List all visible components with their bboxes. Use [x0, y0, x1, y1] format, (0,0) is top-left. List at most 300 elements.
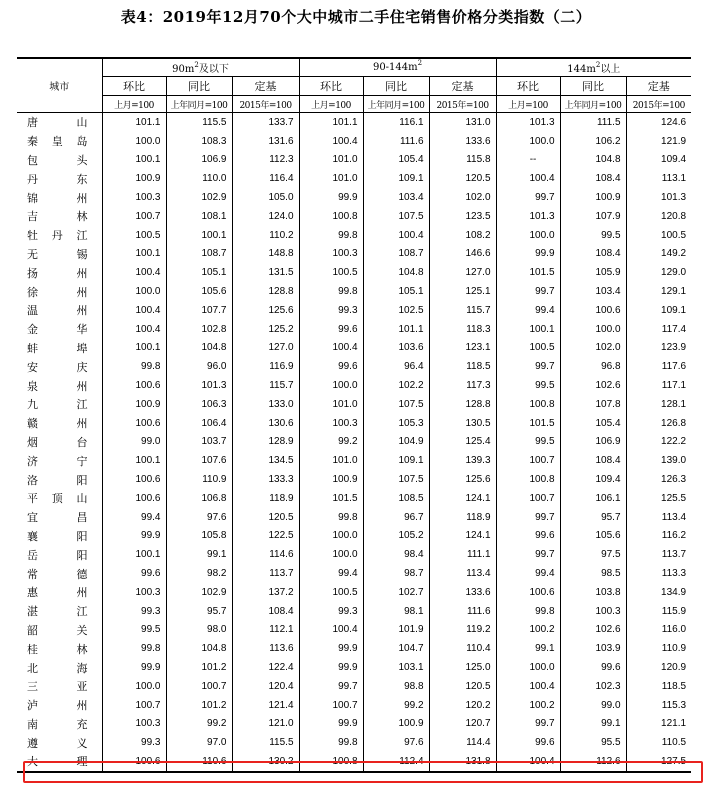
- index-cell: 113.1: [626, 169, 691, 188]
- index-cell: 110.9: [166, 470, 232, 489]
- index-cell: 100.6: [102, 489, 166, 508]
- index-cell: 128.8: [429, 395, 496, 414]
- base-label: 上月=100: [299, 96, 363, 113]
- index-cell: 96.0: [166, 357, 232, 376]
- city-cell: 吉林: [27, 210, 88, 224]
- index-cell: 103.9: [560, 639, 626, 658]
- index-cell: 124.6: [626, 113, 691, 132]
- index-cell: 105.6: [560, 527, 626, 546]
- index-cell: 100.6: [496, 583, 560, 602]
- index-cell: 97.6: [363, 733, 429, 752]
- index-cell: 97.5: [560, 545, 626, 564]
- index-cell: 128.8: [232, 282, 299, 301]
- index-cell: 103.7: [166, 433, 232, 452]
- index-cell: 100.7: [496, 489, 560, 508]
- index-cell: 99.7: [496, 357, 560, 376]
- base-label: 上月=100: [496, 96, 560, 113]
- index-cell: 101.0: [299, 151, 363, 170]
- index-cell: 102.3: [560, 677, 626, 696]
- index-cell: 113.3: [626, 564, 691, 583]
- table-row: [17, 433, 691, 452]
- index-cell: 122.4: [232, 658, 299, 677]
- table-row: [17, 395, 691, 414]
- index-cell: 100.7: [102, 696, 166, 715]
- index-cell: 100.5: [626, 226, 691, 245]
- index-cell: 100.2: [496, 696, 560, 715]
- city-cell: 温州: [27, 304, 88, 318]
- index-cell: 101.9: [363, 621, 429, 640]
- index-cell: 112.4: [363, 752, 429, 772]
- index-cell: 107.5: [363, 395, 429, 414]
- index-cell: 100.1: [102, 545, 166, 564]
- index-cell: 102.9: [166, 188, 232, 207]
- index-cell: 99.3: [299, 301, 363, 320]
- index-cell: 116.2: [626, 527, 691, 546]
- city-cell: 遵义: [27, 736, 88, 750]
- index-cell: 109.4: [626, 151, 691, 170]
- table-row: [17, 470, 691, 489]
- city-cell: 徐州: [27, 285, 88, 299]
- city-cell: 无锡: [27, 247, 88, 261]
- table-row: [17, 263, 691, 282]
- index-cell: 100.0: [102, 677, 166, 696]
- index-cell: 101.5: [496, 263, 560, 282]
- index-cell: 99.8: [299, 733, 363, 752]
- index-cell: 133.0: [232, 395, 299, 414]
- index-cell: 101.3: [496, 113, 560, 132]
- base-label: 上年同月=100: [363, 96, 429, 113]
- index-cell: 108.3: [166, 132, 232, 151]
- index-cell: 101.3: [626, 188, 691, 207]
- index-cell: 127.0: [429, 263, 496, 282]
- city-cell: 泉州: [27, 379, 88, 393]
- index-cell: 110.9: [626, 639, 691, 658]
- index-cell: 100.1: [102, 151, 166, 170]
- table-row: [17, 226, 691, 245]
- index-cell: 149.2: [626, 245, 691, 264]
- index-cell: 99.2: [166, 715, 232, 734]
- index-cell: 100.3: [102, 188, 166, 207]
- index-cell: 104.8: [560, 151, 626, 170]
- index-cell: 120.2: [429, 696, 496, 715]
- index-cell: 104.8: [166, 639, 232, 658]
- index-cell: 110.4: [429, 639, 496, 658]
- index-cell: 133.6: [429, 132, 496, 151]
- index-cell: 100.5: [102, 226, 166, 245]
- subheader-mom: 环比: [102, 77, 166, 96]
- index-cell: 100.5: [299, 263, 363, 282]
- index-cell: 100.0: [299, 376, 363, 395]
- index-cell: 98.5: [560, 564, 626, 583]
- index-cell: 100.8: [496, 395, 560, 414]
- table-header: [17, 58, 691, 113]
- index-cell: 133.7: [232, 113, 299, 132]
- index-cell: 100.3: [299, 414, 363, 433]
- city-cell: 包头: [27, 153, 88, 167]
- index-cell: 121.1: [626, 715, 691, 734]
- city-cell: 九江: [27, 398, 88, 412]
- group-header-90-and-below: $90m^2$及以下: [102, 58, 299, 77]
- index-cell: 105.1: [363, 282, 429, 301]
- index-cell: 100.0: [102, 282, 166, 301]
- index-cell: 99.3: [299, 602, 363, 621]
- index-cell: 117.6: [626, 357, 691, 376]
- index-cell: 137.2: [232, 583, 299, 602]
- index-cell: 100.4: [299, 132, 363, 151]
- city-cell: 常德: [27, 567, 88, 581]
- price-index-table: [17, 57, 691, 773]
- index-cell: 99.6: [496, 527, 560, 546]
- index-cell: 115.9: [626, 602, 691, 621]
- index-cell: 99.9: [102, 527, 166, 546]
- index-cell: 98.7: [363, 564, 429, 583]
- index-cell: 100.3: [560, 602, 626, 621]
- index-cell: 100.3: [102, 715, 166, 734]
- index-cell: 109.1: [626, 301, 691, 320]
- index-cell: 116.9: [232, 357, 299, 376]
- index-cell: 100.9: [363, 715, 429, 734]
- index-cell: 99.2: [363, 696, 429, 715]
- index-cell: 101.1: [363, 320, 429, 339]
- index-cell: 99.5: [496, 433, 560, 452]
- index-cell: 99.9: [496, 245, 560, 264]
- index-cell: 99.5: [560, 226, 626, 245]
- index-cell: 131.5: [232, 263, 299, 282]
- index-cell: 103.1: [363, 658, 429, 677]
- index-cell: 125.2: [232, 320, 299, 339]
- index-cell: 100.0: [560, 320, 626, 339]
- index-cell: 101.0: [299, 395, 363, 414]
- table-row: [17, 376, 691, 395]
- index-cell: 105.6: [166, 282, 232, 301]
- index-cell: 97.6: [166, 508, 232, 527]
- index-cell: 115.5: [166, 113, 232, 132]
- index-cell: 124.1: [429, 489, 496, 508]
- index-cell: 100.7: [299, 696, 363, 715]
- index-cell: 118.9: [232, 489, 299, 508]
- index-cell: 120.9: [626, 658, 691, 677]
- index-cell: 113.4: [429, 564, 496, 583]
- index-cell: 96.4: [363, 357, 429, 376]
- table-row: [17, 301, 691, 320]
- index-cell: 123.9: [626, 339, 691, 358]
- base-label: 2015年=100: [232, 96, 299, 113]
- index-cell: 104.7: [363, 639, 429, 658]
- index-cell: 96.8: [560, 357, 626, 376]
- table-row: [17, 527, 691, 546]
- subheader-yoy: 同比: [560, 77, 626, 96]
- table-row: [17, 733, 691, 752]
- base-label: 上年同月=100: [560, 96, 626, 113]
- table-row: [17, 451, 691, 470]
- index-cell: 108.4: [560, 245, 626, 264]
- index-cell: 113.6: [232, 639, 299, 658]
- index-cell: 100.7: [102, 207, 166, 226]
- index-cell: 99.0: [102, 433, 166, 452]
- index-cell: 109.1: [363, 451, 429, 470]
- table-row: [17, 245, 691, 264]
- index-cell: 100.3: [102, 583, 166, 602]
- subheader-fixed-base: 定基: [429, 77, 496, 96]
- index-cell: 108.4: [560, 169, 626, 188]
- index-cell: 108.4: [232, 602, 299, 621]
- index-cell: 100.0: [299, 527, 363, 546]
- index-cell: 100.6: [560, 301, 626, 320]
- index-cell: 102.2: [363, 376, 429, 395]
- index-cell: 100.1: [102, 451, 166, 470]
- index-cell: 101.2: [166, 696, 232, 715]
- index-cell: 102.0: [560, 339, 626, 358]
- index-cell: 118.5: [429, 357, 496, 376]
- index-cell: 101.5: [299, 489, 363, 508]
- index-cell: 121.9: [626, 132, 691, 151]
- index-cell: 99.4: [102, 508, 166, 527]
- city-cell: 安庆: [27, 360, 88, 374]
- index-cell: 100.0: [102, 132, 166, 151]
- index-cell: 126.8: [626, 414, 691, 433]
- city-cell: 宜昌: [27, 511, 88, 525]
- table-row: [17, 658, 691, 677]
- index-cell: 99.7: [496, 188, 560, 207]
- index-cell: 111.5: [560, 113, 626, 132]
- page-title: 表4：2019年12月70个大中城市二手住宅销售价格分类指数（二）: [120, 8, 592, 26]
- index-cell: 139.3: [429, 451, 496, 470]
- index-cell: 99.6: [299, 320, 363, 339]
- city-cell: 岳阳: [27, 548, 88, 562]
- base-label: 2015年=100: [429, 96, 496, 113]
- index-cell: 100.4: [496, 169, 560, 188]
- city-cell: 赣州: [27, 417, 88, 431]
- index-cell: 121.0: [232, 715, 299, 734]
- index-cell: 131.0: [429, 113, 496, 132]
- index-cell: 130.2: [232, 752, 299, 772]
- group-header-144-above: $144m^2$以上: [496, 58, 691, 77]
- table-row: [17, 414, 691, 433]
- index-cell: 123.5: [429, 207, 496, 226]
- index-cell: 116.0: [626, 621, 691, 640]
- city-cell: 三亚: [27, 680, 88, 694]
- index-cell: 148.8: [232, 245, 299, 264]
- index-cell: 118.5: [626, 677, 691, 696]
- index-cell: 101.3: [496, 207, 560, 226]
- index-cell: 131.8: [429, 752, 496, 772]
- index-cell: 113.4: [626, 508, 691, 527]
- table-row: [17, 545, 691, 564]
- city-column-header: 城市: [17, 58, 102, 113]
- index-cell: 99.8: [299, 226, 363, 245]
- index-cell: 99.9: [299, 715, 363, 734]
- table-row: [17, 132, 691, 151]
- index-cell: 125.0: [429, 658, 496, 677]
- index-cell: 102.6: [560, 621, 626, 640]
- index-cell: 98.8: [363, 677, 429, 696]
- index-cell: 100.4: [363, 226, 429, 245]
- index-cell: 100.4: [102, 263, 166, 282]
- index-cell: 104.8: [363, 263, 429, 282]
- index-cell: 105.8: [166, 527, 232, 546]
- index-cell: 99.1: [560, 715, 626, 734]
- index-cell: 99.5: [496, 376, 560, 395]
- table-row: [17, 583, 691, 602]
- index-cell: 112.6: [560, 752, 626, 772]
- index-cell: 100.0: [496, 226, 560, 245]
- index-cell: 115.7: [429, 301, 496, 320]
- subheader-fixed-base: 定基: [626, 77, 691, 96]
- table-body: [17, 113, 691, 772]
- index-cell: 100.8: [496, 470, 560, 489]
- index-cell: 119.2: [429, 621, 496, 640]
- index-cell: 112.3: [232, 151, 299, 170]
- index-cell: 133.6: [429, 583, 496, 602]
- index-cell: 134.5: [232, 451, 299, 470]
- index-cell: 99.4: [496, 564, 560, 583]
- index-cell: 98.1: [363, 602, 429, 621]
- index-cell: 128.1: [626, 395, 691, 414]
- index-cell: 103.4: [560, 282, 626, 301]
- city-cell: 扬州: [27, 266, 88, 280]
- index-cell: 100.6: [102, 376, 166, 395]
- index-cell: 125.6: [429, 470, 496, 489]
- index-cell: 129.0: [626, 263, 691, 282]
- index-cell: 102.7: [363, 583, 429, 602]
- index-cell: 100.1: [102, 245, 166, 264]
- index-cell: 105.1: [166, 263, 232, 282]
- index-cell: 100.5: [299, 583, 363, 602]
- index-cell: 100.4: [299, 621, 363, 640]
- index-cell: 99.6: [496, 733, 560, 752]
- index-cell: 127.5: [626, 752, 691, 772]
- index-cell: 111.6: [429, 602, 496, 621]
- index-cell: 108.5: [363, 489, 429, 508]
- index-cell: 115.3: [626, 696, 691, 715]
- index-cell: 130.6: [232, 414, 299, 433]
- table-row: [17, 339, 691, 358]
- index-cell: 98.4: [363, 545, 429, 564]
- index-cell: 105.0: [232, 188, 299, 207]
- index-cell: 105.2: [363, 527, 429, 546]
- subheader-yoy: 同比: [363, 77, 429, 96]
- index-cell: 125.6: [232, 301, 299, 320]
- city-cell: 烟台: [27, 435, 88, 449]
- index-cell: 106.8: [166, 489, 232, 508]
- index-cell: 100.4: [102, 301, 166, 320]
- subheader-yoy: 同比: [166, 77, 232, 96]
- index-cell: 107.7: [166, 301, 232, 320]
- index-cell: 100.2: [496, 621, 560, 640]
- index-cell: 107.9: [560, 207, 626, 226]
- index-cell: 100.4: [496, 677, 560, 696]
- index-cell: 100.1: [496, 320, 560, 339]
- index-cell: 106.3: [166, 395, 232, 414]
- index-cell: 108.7: [363, 245, 429, 264]
- index-cell: 101.3: [166, 376, 232, 395]
- index-cell: 100.0: [299, 545, 363, 564]
- index-cell: 101.5: [496, 414, 560, 433]
- city-cell: 北海: [27, 661, 88, 675]
- index-cell: 99.1: [496, 639, 560, 658]
- table-row: [17, 696, 691, 715]
- table-row: [17, 621, 691, 640]
- index-cell: 99.4: [496, 301, 560, 320]
- index-cell: 108.7: [166, 245, 232, 264]
- table-row: [17, 188, 691, 207]
- index-cell: 127.0: [232, 339, 299, 358]
- index-cell: 116.1: [363, 113, 429, 132]
- index-cell: 105.3: [363, 414, 429, 433]
- subheader-mom: 环比: [299, 77, 363, 96]
- index-cell: 106.1: [560, 489, 626, 508]
- index-cell: 107.8: [560, 395, 626, 414]
- index-cell: 115.7: [232, 376, 299, 395]
- index-cell: 122.2: [626, 433, 691, 452]
- index-cell: 110.2: [232, 226, 299, 245]
- index-cell: 107.6: [166, 451, 232, 470]
- index-cell: 113.7: [232, 564, 299, 583]
- index-cell: 120.7: [429, 715, 496, 734]
- index-cell: 120.8: [626, 207, 691, 226]
- index-cell: 99.7: [299, 677, 363, 696]
- index-cell: 111.1: [429, 545, 496, 564]
- table-row: [17, 169, 691, 188]
- index-cell: 99.8: [102, 357, 166, 376]
- city-cell: 惠州: [27, 586, 88, 600]
- index-cell: 105.4: [363, 151, 429, 170]
- index-cell: 101.2: [166, 658, 232, 677]
- city-cell: 蚌埠: [27, 341, 88, 355]
- group-header-90-144: $90-144m^2$: [299, 58, 496, 77]
- index-cell: 124.0: [232, 207, 299, 226]
- index-cell: 99.8: [299, 282, 363, 301]
- index-cell: 125.5: [626, 489, 691, 508]
- index-cell: 103.4: [363, 188, 429, 207]
- table-row: [17, 564, 691, 583]
- city-cell: 洛阳: [27, 473, 88, 487]
- index-cell: 99.0: [560, 696, 626, 715]
- index-cell: 108.1: [166, 207, 232, 226]
- index-cell: 99.7: [496, 508, 560, 527]
- index-cell: 130.5: [429, 414, 496, 433]
- index-cell: 99.7: [496, 545, 560, 564]
- subheader-mom: 环比: [496, 77, 560, 96]
- index-cell: 117.3: [429, 376, 496, 395]
- table-row: [17, 677, 691, 696]
- index-cell: 100.7: [496, 451, 560, 470]
- index-cell: 99.7: [496, 282, 560, 301]
- city-cell: 丹东: [27, 172, 88, 186]
- index-cell: 123.1: [429, 339, 496, 358]
- subheader-fixed-base: 定基: [232, 77, 299, 96]
- index-cell: 97.0: [166, 733, 232, 752]
- table-row: [17, 151, 691, 170]
- index-cell: 100.5: [496, 339, 560, 358]
- index-cell: 100.4: [102, 320, 166, 339]
- index-cell: 100.9: [299, 470, 363, 489]
- index-cell: 100.9: [102, 169, 166, 188]
- index-cell: 106.9: [166, 151, 232, 170]
- table-row: [17, 489, 691, 508]
- city-cell: 济宁: [27, 454, 88, 468]
- index-cell: 100.3: [299, 245, 363, 264]
- base-label: 上月=100: [102, 96, 166, 113]
- index-cell: 125.1: [429, 282, 496, 301]
- city-cell: 平顶山: [27, 492, 88, 506]
- base-label: 2015年=100: [626, 96, 691, 113]
- index-cell: 99.9: [299, 188, 363, 207]
- index-cell: 101.1: [102, 113, 166, 132]
- index-cell: 100.6: [102, 414, 166, 433]
- index-cell: 102.5: [363, 301, 429, 320]
- index-cell: 111.6: [363, 132, 429, 151]
